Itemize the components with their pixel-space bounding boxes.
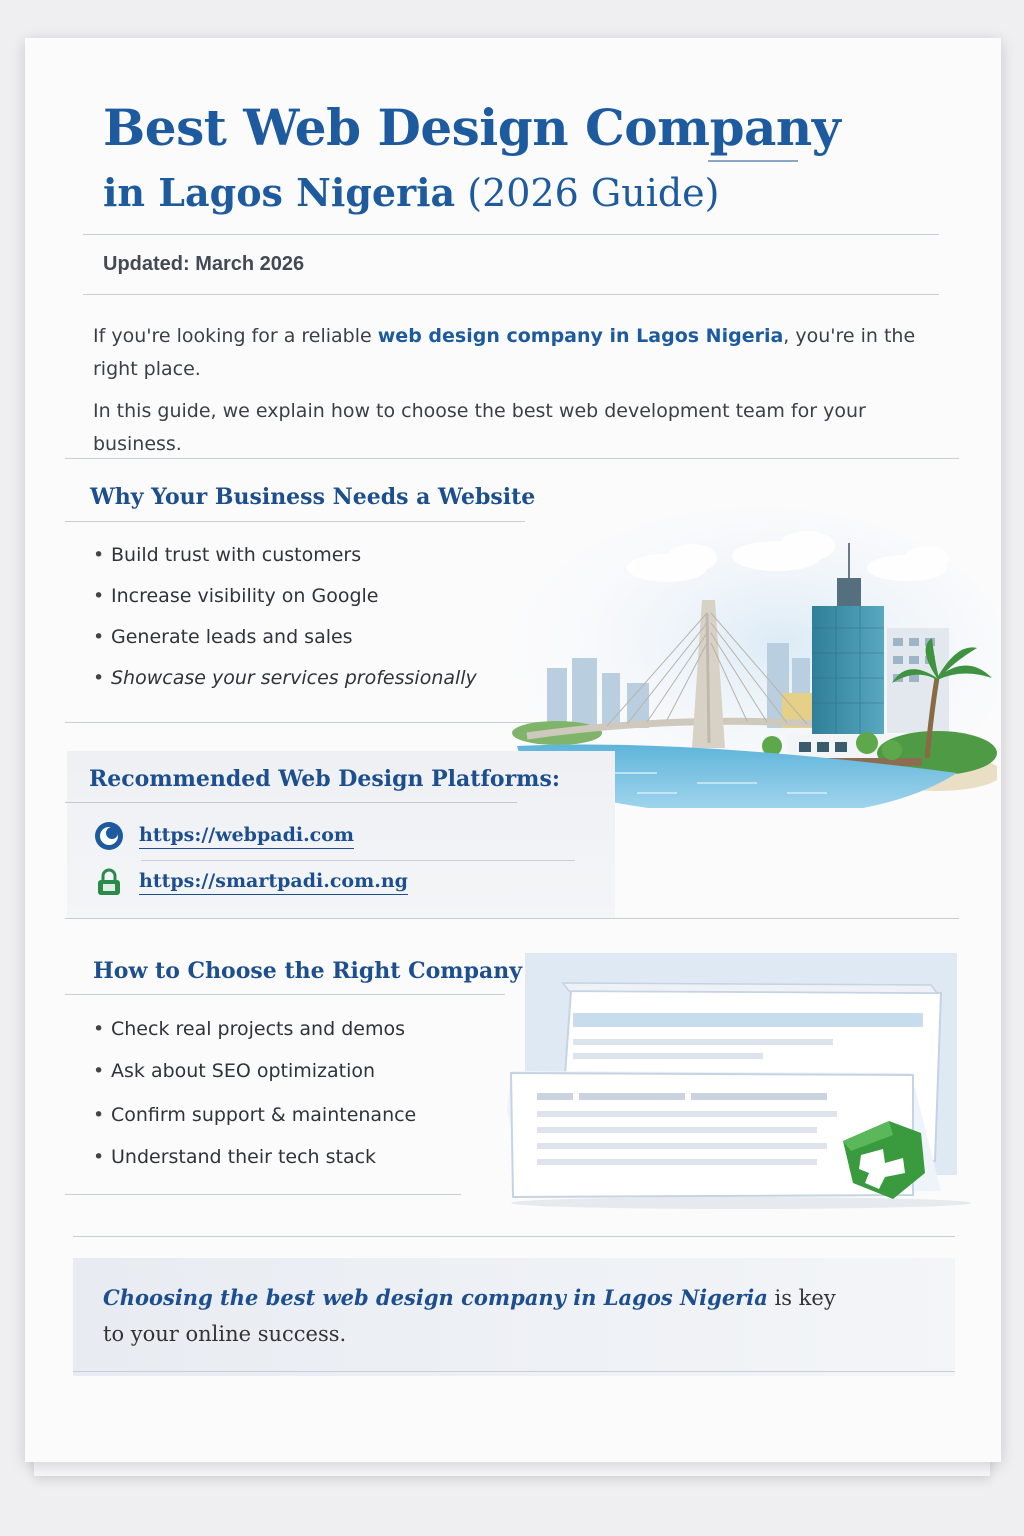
lock-icon [93,866,125,898]
closing-rest: is key to your online success. [103,1286,836,1346]
title-underline [708,160,798,162]
document-page [25,38,1001,1462]
divider [141,860,575,861]
divider [83,294,939,295]
list-item: • Generate leads and sales [93,626,477,667]
subtitle-guide: (2026 Guide) [455,171,720,215]
page-title: Best Web Design Company [103,98,841,157]
divider [65,458,959,459]
choose-heading: How to Choose the Right Company [93,958,522,984]
why-list [93,544,477,708]
divider [73,1371,955,1372]
divider [65,722,545,723]
intro-paragraph-2: In this guide, we explain how to choose the best web development team for your business. [93,400,866,455]
list-item: • Check real projects and demos [93,1018,416,1060]
divider [65,1194,461,1195]
list-item: • Showcase your services professionally [93,667,477,708]
page-subtitle [103,170,719,215]
why-heading: Why Your Business Needs a Website [90,484,536,510]
list-item: • Build trust with customers [93,544,477,585]
globe-icon [93,820,125,852]
heading-rule [65,802,517,803]
intro-text-end: , you're in the right place. [93,325,916,380]
divider [83,234,939,235]
platforms-heading: Recommended Web Design Platforms: [89,766,560,792]
smartpadi-link[interactable]: https://smartpadi.com.ng [139,870,408,895]
choose-list [93,1018,416,1187]
list-item: • Ask about SEO optimization [93,1060,416,1104]
list-item: • Increase visibility on Google [93,585,477,626]
list-item: • Confirm support & maintenance [93,1104,416,1146]
closing-keyword: Choosing the best web design company in Lagos Nigeria [103,1285,768,1310]
list-item: • Understand their tech stack [93,1146,416,1187]
divider [73,1236,955,1237]
intro-text [93,320,923,470]
platform-link-row[interactable] [93,866,408,898]
closing-text [103,1280,863,1352]
platform-link-row[interactable] [93,820,354,852]
heading-rule [65,994,505,995]
intro-text-start: If you're looking for a reliable [93,325,378,347]
updated-date: Updated: March 2026 [103,253,305,275]
subtitle-location: in Lagos Nigeria [103,170,456,215]
website-pages-illustration [501,951,971,1213]
intro-keyword: web design company in Lagos Nigeria [377,325,784,347]
divider [65,918,959,919]
heading-rule [65,521,525,522]
webpadi-link[interactable]: https://webpadi.com [139,824,354,849]
closing-callout [73,1258,955,1376]
intro-paragraph-1 [93,320,923,386]
